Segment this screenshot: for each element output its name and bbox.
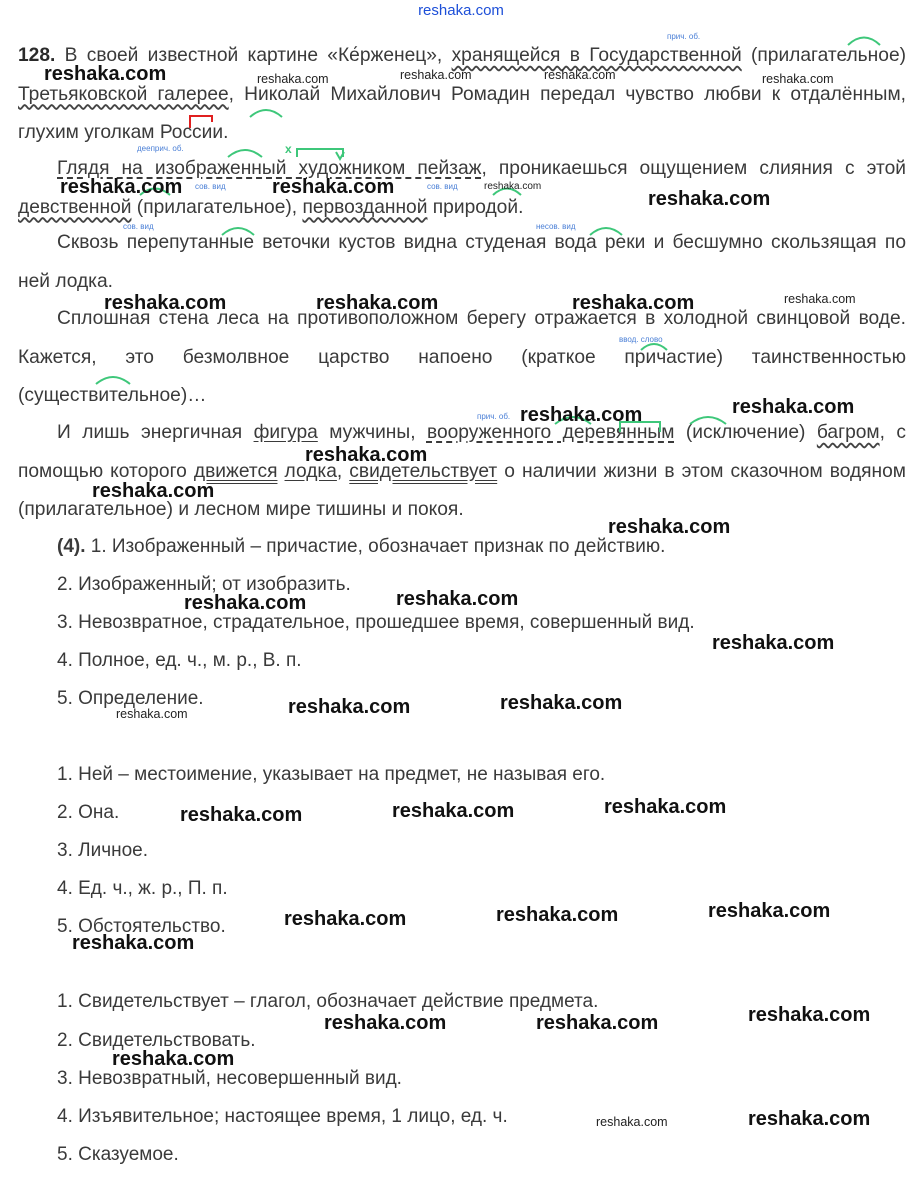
root-arc-icon	[690, 417, 726, 424]
gallery-name: Третьяковской галерее	[18, 83, 229, 105]
analysis-line: (4). 1. Изображенный – причастие, обозначает признак по действию.	[57, 536, 666, 557]
watermark: reshaka.com	[288, 696, 411, 718]
watermark: reshaka.com	[316, 292, 439, 314]
watermark: reshaka.com	[324, 1012, 447, 1034]
watermark: reshaka.com	[784, 292, 856, 306]
watermark: reshaka.com	[604, 796, 727, 818]
word-pole: багром	[816, 422, 880, 443]
analysis-line: 5. Сказуемое.	[57, 1144, 179, 1165]
watermark: reshaka.com	[484, 181, 542, 192]
watermark: reshaka.com	[608, 516, 731, 538]
watermark: reshaka.com	[712, 632, 835, 654]
analysis-line: 4. Полное, ед. ч., м. р., В. п.	[57, 650, 302, 671]
word-testifies: свидетельствует	[349, 460, 498, 482]
watermark: reshaka.com	[92, 480, 215, 502]
note-sov-vid: сов. вид	[427, 182, 458, 191]
analysis-line: 4. Изъявительное; настоящее время, 1 лицо, ед. ч.	[57, 1106, 508, 1127]
watermark: reshaka.com	[400, 68, 472, 82]
watermark: reshaka.com	[732, 396, 855, 418]
watermark: reshaka.com	[180, 804, 303, 826]
analysis-line: 3. Невозвратный, несовершенный вид.	[57, 1068, 402, 1089]
paragraph-4: Сплошная стена леса на противоположном берегу отражается в холодной свинцовой воде. Кажется, это безмолвное царство напоено (краткое причастие) таинственностью (существительное)…	[18, 308, 906, 407]
participial-phrase: хранящейся в Государственной	[451, 45, 742, 66]
watermark: reshaka.com	[596, 1115, 668, 1129]
word-figure: фигура	[253, 422, 318, 443]
word-boat: лодка	[284, 460, 337, 482]
adverbial-phrase: Глядя на изображенный художником пейзаж	[57, 158, 482, 179]
note-vvod-slovo: ввод. слово	[619, 335, 663, 344]
watermark: reshaka.com	[708, 900, 831, 922]
watermark: reshaka.com	[392, 800, 515, 822]
watermark: reshaka.com	[544, 68, 616, 82]
watermark: reshaka.com	[257, 72, 329, 86]
watermark: reshaka.com	[44, 63, 167, 85]
watermark: reshaka.com	[396, 588, 519, 610]
site-header-link[interactable]: reshaka.com	[418, 2, 504, 19]
watermark: reshaka.com	[184, 592, 307, 614]
watermark: reshaka.com	[72, 932, 195, 954]
analysis-line: 1. Ней – местоимение, указывает на предмет, не называя его.	[57, 764, 606, 785]
note-prich-ob: прич. об.	[667, 32, 701, 41]
watermark: reshaka.com	[762, 72, 834, 86]
watermark: reshaka.com	[572, 292, 695, 314]
word-moves: движется	[193, 460, 278, 482]
paragraph-3: Сквозь перепутанные веточки кустов видна студеная вода реки и бесшумно скользящая по ней лодка.	[18, 232, 906, 292]
exercise-number: 128.	[18, 45, 56, 66]
watermark: reshaka.com	[536, 1012, 659, 1034]
root-arc-icon	[96, 377, 130, 384]
watermark: reshaka.com	[496, 904, 619, 926]
analysis-line: 1. Свидетельствует – глагол, обозначает действие предмета.	[57, 991, 599, 1012]
watermark: reshaka.com	[305, 444, 428, 466]
analysis-line: 3. Невозвратное, страдательное, прошедшее время, совершенный вид.	[57, 612, 695, 633]
note-deepr-ob: деeприч. об.	[137, 144, 184, 153]
word-pristine: первозданной	[302, 196, 428, 218]
paragraph-1: 128. В своей известной картине «Ке́рженец», хранящейся в Государственной (прилагательное) Третьяковской галерее, Николай Михайлович Ромадин передал чувство любви к отдалённым, глухим уголкам России.	[18, 45, 907, 144]
watermark: reshaka.com	[104, 292, 227, 314]
word-virgin: девственной	[18, 196, 132, 218]
root-arc-icon	[848, 38, 880, 46]
watermark: reshaka.com	[648, 188, 771, 210]
note-nesov-vid: несов. вид	[536, 222, 576, 231]
watermark: reshaka.com	[112, 1048, 235, 1070]
note-prich-ob: прич. об.	[477, 412, 511, 421]
watermark: reshaka.com	[60, 176, 183, 198]
prefix-mark-icon	[190, 116, 212, 128]
root-arc-icon	[590, 228, 622, 235]
watermark: reshaka.com	[748, 1004, 871, 1026]
watermark: reshaka.com	[284, 908, 407, 930]
watermark: reshaka.com	[520, 404, 643, 426]
root-arc-icon	[228, 150, 262, 157]
arrow-icon	[336, 152, 344, 159]
analysis-line: 2. Свидетельствовать.	[57, 1030, 256, 1051]
watermark: reshaka.com	[116, 707, 188, 721]
analysis-label: (4).	[57, 536, 86, 557]
paragraph-2: Глядя на изображенный художником пейзаж, проникаешься ощущением слияния с этой девственной (прилагательное), первозданной природой.	[18, 158, 906, 218]
root-arc-icon	[250, 110, 282, 117]
analysis-line: 4. Ед. ч., ж. р., П. п.	[57, 878, 228, 899]
paragraph-5: И лишь энергичная фигура мужчины, вооруженного деревянным (исключение) багром, с помощью которого движется лодка, свидетельствует о наличии жизни в этом сказочном водяном (прилагательное) и лесном мире тишины и покоя.	[18, 422, 906, 521]
analysis-line: 3. Личное.	[57, 840, 149, 861]
participial-phrase-armed: вооруженного деревянным	[426, 422, 675, 443]
analysis-line: 5. Обстоятельство.	[57, 916, 226, 937]
watermark: reshaka.com	[500, 692, 623, 714]
note-sov-vid: сов. вид	[195, 182, 226, 191]
watermark: reshaka.com	[272, 176, 395, 198]
root-arc-icon	[222, 228, 254, 235]
note-sov-vid: сов. вид	[123, 222, 154, 231]
root-arc-icon	[641, 344, 667, 350]
analysis-line: 5. Определение.	[57, 688, 204, 709]
watermark: reshaka.com	[748, 1108, 871, 1130]
analysis-line: 2. Изображенный; от изобразить.	[57, 574, 351, 595]
note-x-mark: x	[285, 142, 292, 156]
analysis-line: 2. Она.	[57, 802, 120, 823]
